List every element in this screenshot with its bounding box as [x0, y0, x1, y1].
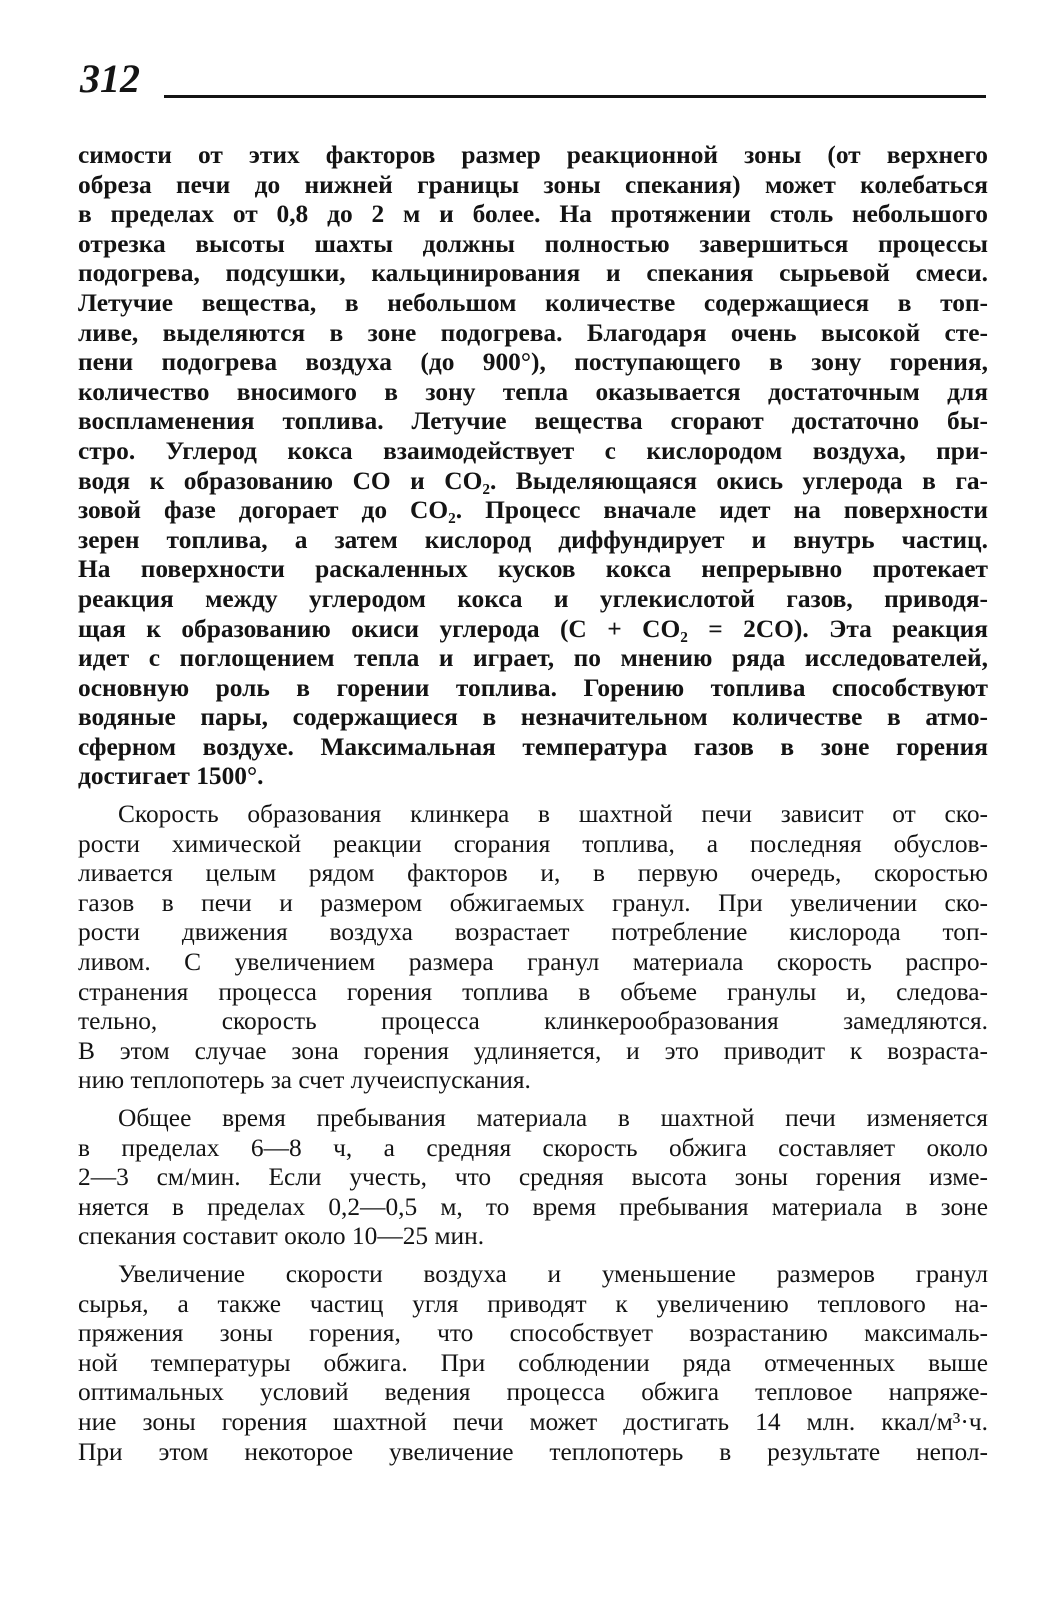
- text-line: При этом некоторое увеличение теплопотерь в результате непол-: [78, 1437, 988, 1466]
- text-line: пряжения зоны горения, что способствует возрастанию максималь-: [78, 1319, 988, 1348]
- text-line: реакция между углеродом кокса и углекислотой газов, приводя-: [78, 584, 988, 613]
- text-line: симости от этих факторов размер реакционной зоны (от верхнего: [78, 141, 988, 169]
- text-line: ливом. С увеличением размера гранул материала скорость распро-: [78, 948, 988, 977]
- text-line: тельно, скорость процесса клинкерообразования замедляются.: [78, 1007, 988, 1036]
- text-line: странения процесса горения топлива в объеме гранулы и, следова-: [78, 977, 988, 1006]
- text-line: няется в пределах 0,2—0,5 м, то время пребывания материала в зоне: [78, 1192, 988, 1221]
- text-line: воспламенения топлива. Летучие вещества сгорают достаточно бы-: [78, 407, 988, 436]
- paragraph: [78, 1260, 988, 1467]
- text-line: На поверхности раскаленных кусков кокса непрерывно протекает: [78, 555, 988, 584]
- body-text: [78, 141, 988, 1467]
- text-line: отрезка высоты шахты должны полностью завершиться процессы: [78, 229, 988, 258]
- text-line: в пределах от 0,8 до 2 м и более. На протяжении столь небольшого: [78, 200, 988, 229]
- text-line: Скорость образования клинкера в шахтной печи зависит от ско-: [118, 800, 988, 829]
- text-line: ной температуры обжига. При соблюдении ряда отмеченных выше: [78, 1348, 988, 1377]
- text-line: рости химической реакции сгорания топлива, а последняя обуслов-: [78, 829, 988, 858]
- text-line: ние зоны горения шахтной печи может достигать 14 млн. ккал/м³·ч.: [78, 1407, 988, 1436]
- text-line: достигает 1500°.: [78, 762, 264, 791]
- header-rule: [164, 95, 986, 98]
- text-line: сырья, а также частиц угля приводят к увеличению теплового на-: [78, 1289, 988, 1318]
- page-header: [80, 55, 986, 103]
- text-line: оптимальных условий ведения процесса обжига тепловое напряже-: [78, 1378, 988, 1407]
- text-line: подогрева, подсушки, кальцинирования и спекания сырьевой смеси.: [78, 259, 988, 288]
- text-line: водяные пары, содержащиеся в незначительном количестве в атмо-: [78, 703, 988, 732]
- text-line: ливается целым рядом факторов и, в первую очередь, скоростью: [78, 859, 988, 888]
- text-line: спекания составит около 10—25 мин.: [78, 1222, 485, 1251]
- text-line: пени подогрева воздуха (до 900°), поступающего в зону горения,: [78, 348, 988, 377]
- text-line: зовой фазе догорает до CO₂. Процесс вначале идет на поверхности: [78, 496, 988, 525]
- text-line: нию теплопотерь за счет лучеиспускания.: [78, 1066, 531, 1095]
- text-line: Увеличение скорости воздуха и уменьшение размеров гранул: [118, 1259, 988, 1288]
- paragraph: [78, 141, 988, 792]
- text-line: В этом случае зона горения удлиняется, и это приводит к возраста-: [78, 1036, 988, 1065]
- text-line: обреза печи до нижней границы зоны спекания) может колебаться: [78, 170, 988, 199]
- page-number: 312: [80, 56, 140, 101]
- text-line: основную роль в горении топлива. Горению топлива способствуют: [78, 673, 988, 702]
- paragraph: [78, 1104, 988, 1252]
- text-line: в пределах 6—8 ч, а средняя скорость обжига составляет около: [78, 1133, 988, 1162]
- text-line: ливе, выделяются в зоне подогрева. Благодаря очень высокой сте-: [78, 318, 988, 347]
- text-line: зерен топлива, а затем кислород диффундирует и внутрь частиц.: [78, 525, 988, 554]
- text-line: Летучие вещества, в небольшом количестве содержащиеся в топ-: [78, 288, 988, 317]
- text-line: сферном воздухе. Максимальная температура газов в зоне горения: [78, 732, 988, 761]
- text-line: водя к образованию CO и CO₂. Выделяющаяся окись углерода в га-: [78, 466, 988, 495]
- text-line: стро. Углерод кокса взаимодействует с кислородом воздуха, при-: [78, 436, 988, 465]
- text-line: Общее время пребывания материала в шахтной печи изменяется: [118, 1104, 988, 1132]
- text-line: идет с поглощением тепла и играет, по мнению ряда исследователей,: [78, 644, 988, 673]
- paragraph: [78, 800, 988, 1096]
- text-line: щая к образованию окиси углерода (C + CO₂ = 2CO). Эта реакция: [78, 614, 988, 643]
- text-line: газов в печи и размером обжигаемых гранул. При увеличении ско-: [78, 888, 988, 917]
- text-line: рости движения воздуха возрастает потребление кислорода топ-: [78, 918, 988, 947]
- text-line: 2—3 см/мин. Если учесть, что средняя высота зоны горения изме-: [78, 1163, 988, 1192]
- text-line: количество вносимого в зону тепла оказывается достаточным для: [78, 377, 988, 406]
